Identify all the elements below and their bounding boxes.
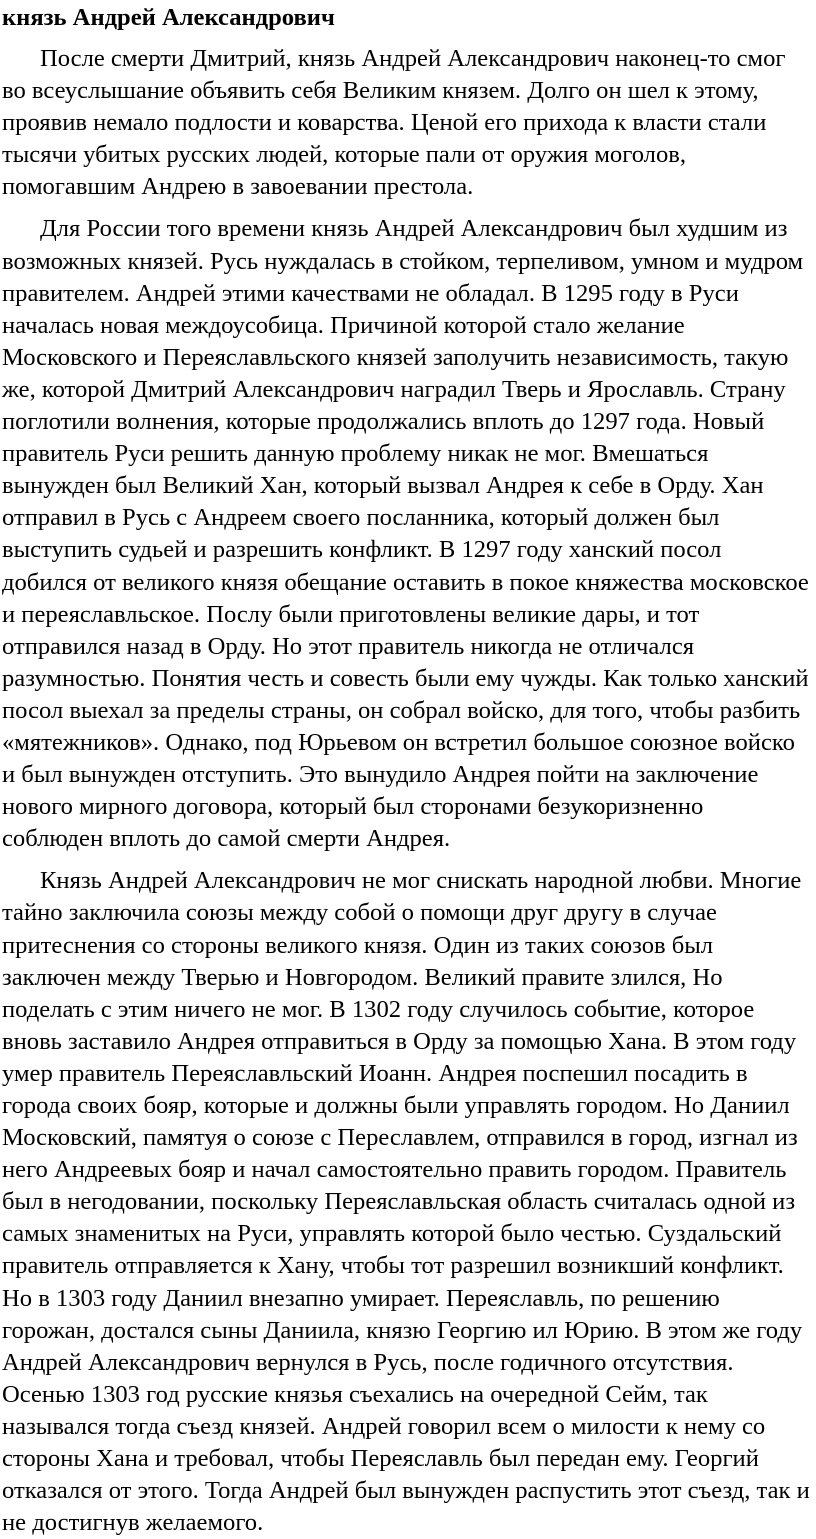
paragraph-2: Для России того времени князь Андрей Александрович был худшим из возможных князей. Русь нуждалась в стойком, терпеливом, умном и мудром правителем. Андрей этими качествами не обладал. В 1295 году в Руси началась новая междоусобица. Причиной которой стало желание Московского и Переяславльского князей заполучить независимость, такую же, которой Дмитрий Александрович наградил Тверь и Ярославль. Страну поглотили волнения, которые продолжались вплоть до 1297 года. Новый правитель Руси решить данную проблему никак не мог. Вмешаться вынужден был Великий Хан, который вызвал Андрея к себе в Орду. Хан отправил в Русь с Андреем своего посланника, который должен был выступить судьей и разрешить конфликт. В 1297 году ханский посол добился от великого князя обещание оставить в покое княжества московское и переяславльское. Послу были приготовлены великие дары, и тот отправился назад в Орду. Но этот правитель никогда не отличался разумностью. Понятия честь и совесть были ему чужды. Как только ханский посол выехал за пределы страны, он собрал войско, для того, чтобы разбить «мятежников». Однако, под Юрьевом он встретил большое союзное войско и был вынужден отступить. Это вынудило Андрея пойти на заключение нового мирного договора, который был сторонами безукоризненно соблюден вплоть до самой смерти Андрея. <box>2 215 809 853</box>
paragraph-3: Князь Андрей Александрович не мог снискать народной любви. Многие тайно заключила союзы между собой о помощи друг другу в случае притеснения со стороны великого князя. Один из таких союзов был заключен между Тверью и Новгородом. Великий правите злился, Но поделать с этим ничего не мог. В 1302 году случилось событие, которое вновь заставило Андрея отправиться в Орду за помощью Хана. В этом году умер правитель Переяславльский Иоанн. Андрея поспешил посадить в города своих бояр, которые и должны были управлять городом. Но Даниил Московский, памятуя о союзе с Переславлем, отправился в город, изгнал из него Андреевых бояр и начал самостоятельно править городом. Правитель был в негодовании, поскольку Переяславльская область считалась одной из самых знаменитых на Руси, управлять которой было честью. Суздальский правитель отправляется к Хану, чтобы тот разрешил возникший конфликт. Но в 1303 году Даниил внезапно умирает. Переяславль, по решению горожан, достался сыны Даниила, князю Георгию ил Юрию. В этом же году Андрей Александрович вернулся в Русь, после годичного отсутствия. Осенью 1303 год русские князья съехались на очередной Сейм, так назывался тогда съезд князей. Андрей говорил всем о милости к нему со стороны Хана и требовал, чтобы Переяславль был передан ему. Георгий отказался от этого. Тогда Андрей был вынужден распустить этот съезд, так и не достигнув желаемого. <box>2 867 810 1537</box>
document-title: князь Андрей Александрович <box>2 4 335 31</box>
paragraph-1: После смерти Дмитрий, князь Андрей Александрович наконец-то смог во всеуслышание объявить себя Великим князем. Долго он шел к этому, проявив немало подлости и коварства. Ценой его прихода к власти стали тысячи убитых русских людей, которые пали от оружия моголов, помогавшим Андрею в завоевании престола. <box>2 45 786 201</box>
